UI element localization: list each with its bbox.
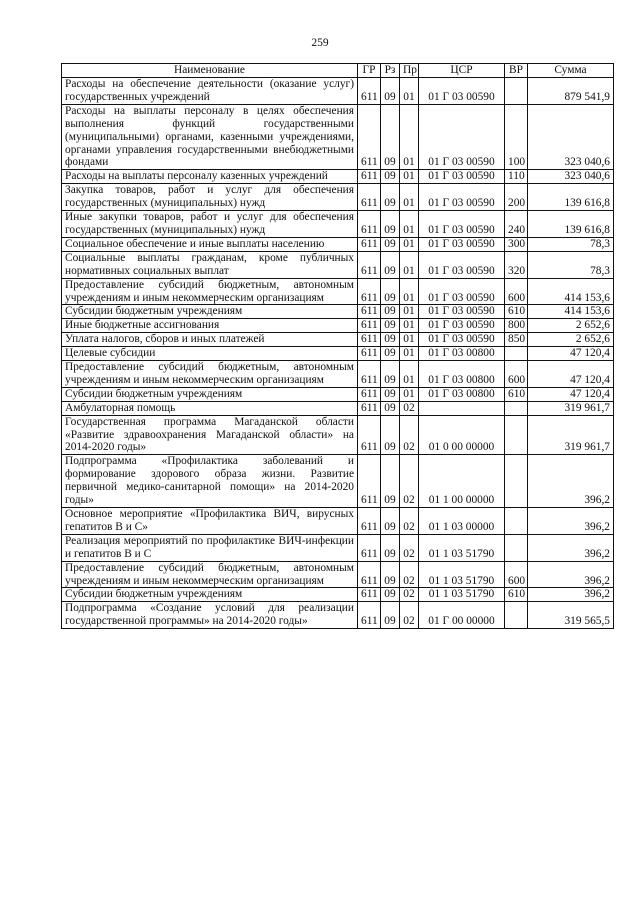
cell-gr: 611 (358, 170, 381, 184)
cell-gr: 611 (358, 387, 381, 401)
cell-pr: 02 (400, 561, 419, 588)
table-header-row (62, 64, 614, 78)
cell-rz: 09 (381, 361, 400, 388)
cell-gr: 611 (358, 278, 381, 305)
cell-rz: 09 (381, 211, 400, 238)
cell-vr: 610 (505, 588, 528, 602)
table-row (62, 237, 614, 251)
cell-rz: 09 (381, 251, 400, 278)
cell-vr: 850 (505, 333, 528, 347)
cell-gr: 611 (358, 78, 381, 105)
cell-pr: 01 (400, 333, 419, 347)
table-row (62, 361, 614, 388)
cell-vr: 300 (505, 237, 528, 251)
cell-gr: 611 (358, 237, 381, 251)
cell-gr: 611 (358, 305, 381, 319)
cell-pr: 02 (400, 588, 419, 602)
cell-sum: 414 153,6 (528, 305, 614, 319)
cell-vr: 200 (505, 184, 528, 211)
cell-gr: 611 (358, 184, 381, 211)
cell-pr: 01 (400, 104, 419, 170)
table-body (62, 78, 614, 629)
cell-sum: 2 652,6 (528, 319, 614, 333)
cell-pr: 01 (400, 251, 419, 278)
cell-gr: 611 (358, 211, 381, 238)
table-row (62, 278, 614, 305)
cell-gr: 611 (358, 333, 381, 347)
cell-pr: 01 (400, 305, 419, 319)
table-row (62, 78, 614, 105)
cell-name: Уплата налогов, сборов и иных платежей (62, 333, 358, 347)
cell-csr: 01 1 03 51790 (419, 588, 505, 602)
header-pr: Пр (400, 64, 419, 78)
cell-csr: 01 Г 03 00590 (419, 184, 505, 211)
cell-name: Предоставление субсидий бюджетным, автономным учреждениям и иным некоммерческим организациям (62, 561, 358, 588)
cell-name: Социальное обеспечение и иные выплаты населению (62, 237, 358, 251)
cell-sum: 319 961,7 (528, 415, 614, 455)
cell-gr: 611 (358, 104, 381, 170)
cell-vr: 240 (505, 211, 528, 238)
cell-csr: 01 Г 03 00800 (419, 361, 505, 388)
cell-sum: 78,3 (528, 251, 614, 278)
cell-rz: 09 (381, 534, 400, 561)
cell-gr: 611 (358, 561, 381, 588)
cell-name: Субсидии бюджетным учреждениям (62, 387, 358, 401)
cell-sum: 396,2 (528, 588, 614, 602)
cell-vr (505, 415, 528, 455)
cell-name: Реализация мероприятий по профилактике ВИЧ-инфекции и гепатитов В и С (62, 534, 358, 561)
cell-csr: 01 Г 03 00590 (419, 211, 505, 238)
table-row (62, 561, 614, 588)
cell-name: Подпрограмма «Профилактика заболеваний и формирование здорового образа жизни. Развитие первичной медико-санитарной помощи» на 2014-2020 годы» (62, 455, 358, 508)
cell-rz: 09 (381, 387, 400, 401)
cell-gr: 611 (358, 347, 381, 361)
cell-sum: 414 153,6 (528, 278, 614, 305)
cell-sum: 2 652,6 (528, 333, 614, 347)
cell-csr: 01 1 03 51790 (419, 561, 505, 588)
table-row (62, 387, 614, 401)
cell-name: Расходы на обеспечение деятельности (оказание услуг) государственных учреждений (62, 78, 358, 105)
cell-pr: 02 (400, 508, 419, 535)
cell-pr: 02 (400, 455, 419, 508)
budget-table (61, 63, 614, 629)
header-gr: ГР (358, 64, 381, 78)
table-row (62, 184, 614, 211)
cell-vr: 610 (505, 387, 528, 401)
cell-csr: 01 Г 03 00590 (419, 78, 505, 105)
cell-sum: 47 120,4 (528, 361, 614, 388)
cell-csr: 01 Г 03 00590 (419, 170, 505, 184)
table-row (62, 588, 614, 602)
cell-pr: 01 (400, 78, 419, 105)
cell-sum: 879 541,9 (528, 78, 614, 105)
cell-name: Социальные выплаты гражданам, кроме публичных нормативных социальных выплат (62, 251, 358, 278)
cell-gr: 611 (358, 602, 381, 629)
cell-sum: 139 616,8 (528, 211, 614, 238)
header-rz: Рз (381, 64, 400, 78)
cell-gr: 611 (358, 401, 381, 415)
cell-pr: 01 (400, 361, 419, 388)
cell-csr: 01 Г 00 00000 (419, 602, 505, 629)
cell-name: Расходы на выплаты персоналу казенных учреждений (62, 170, 358, 184)
cell-rz: 09 (381, 455, 400, 508)
cell-sum: 323 040,6 (528, 104, 614, 170)
cell-rz: 09 (381, 333, 400, 347)
cell-pr: 01 (400, 387, 419, 401)
table-row (62, 455, 614, 508)
cell-rz: 09 (381, 602, 400, 629)
header-sum: Сумма (528, 64, 614, 78)
cell-csr (419, 401, 505, 415)
cell-name: Подпрограмма «Создание условий для реализации государственной программы» на 2014-2020 годы» (62, 602, 358, 629)
cell-csr: 01 Г 03 00800 (419, 347, 505, 361)
cell-csr: 01 Г 03 00590 (419, 319, 505, 333)
cell-vr (505, 602, 528, 629)
cell-gr: 611 (358, 588, 381, 602)
cell-gr: 611 (358, 319, 381, 333)
table-row (62, 319, 614, 333)
cell-csr: 01 Г 03 00590 (419, 237, 505, 251)
cell-sum: 47 120,4 (528, 387, 614, 401)
cell-pr: 01 (400, 211, 419, 238)
cell-rz: 09 (381, 508, 400, 535)
cell-csr: 01 1 03 00000 (419, 508, 505, 535)
cell-sum: 319 565,5 (528, 602, 614, 629)
cell-csr: 01 Г 03 00800 (419, 387, 505, 401)
cell-gr: 611 (358, 534, 381, 561)
cell-name: Субсидии бюджетным учреждениям (62, 588, 358, 602)
table-row (62, 534, 614, 561)
cell-csr: 01 Г 03 00590 (419, 251, 505, 278)
cell-rz: 09 (381, 561, 400, 588)
cell-name: Государственная программа Магаданской области «Развитие здравоохранения Магаданской области» на 2014-2020 годы» (62, 415, 358, 455)
cell-name: Предоставление субсидий бюджетным, автономным учреждениям и иным некоммерческим организациям (62, 361, 358, 388)
cell-vr (505, 534, 528, 561)
cell-name: Предоставление субсидий бюджетным, автономным учреждениям и иным некоммерческим организациям (62, 278, 358, 305)
cell-csr: 01 Г 03 00590 (419, 333, 505, 347)
table-row (62, 104, 614, 170)
cell-rz: 09 (381, 305, 400, 319)
cell-sum: 319 961,7 (528, 401, 614, 415)
cell-rz: 09 (381, 347, 400, 361)
table-row (62, 347, 614, 361)
page-number: 259 (311, 37, 329, 49)
header-csr: ЦСР (419, 64, 505, 78)
cell-pr: 02 (400, 602, 419, 629)
cell-sum: 323 040,6 (528, 170, 614, 184)
header-vr: ВР (505, 64, 528, 78)
cell-rz: 09 (381, 237, 400, 251)
cell-gr: 611 (358, 361, 381, 388)
cell-vr: 600 (505, 278, 528, 305)
cell-name: Амбулаторная помощь (62, 401, 358, 415)
cell-vr (505, 401, 528, 415)
table-row (62, 251, 614, 278)
table-row (62, 170, 614, 184)
cell-sum: 139 616,8 (528, 184, 614, 211)
cell-pr: 01 (400, 347, 419, 361)
table-row (62, 401, 614, 415)
cell-pr: 01 (400, 237, 419, 251)
cell-pr: 01 (400, 170, 419, 184)
table-row (62, 415, 614, 455)
cell-rz: 09 (381, 319, 400, 333)
cell-name: Расходы на выплаты персоналу в целях обеспечения выполнения функций государственными (муниципальными) органами, казенными учреждениями, органами управления государственными внебюджетными фондами (62, 104, 358, 170)
cell-vr (505, 455, 528, 508)
cell-rz: 09 (381, 588, 400, 602)
cell-sum: 78,3 (528, 237, 614, 251)
cell-vr: 600 (505, 361, 528, 388)
cell-vr: 100 (505, 104, 528, 170)
cell-rz: 09 (381, 78, 400, 105)
cell-pr: 01 (400, 319, 419, 333)
table-row (62, 333, 614, 347)
cell-rz: 09 (381, 104, 400, 170)
table-row (62, 211, 614, 238)
cell-vr: 320 (505, 251, 528, 278)
cell-name: Иные бюджетные ассигнования (62, 319, 358, 333)
cell-sum: 47 120,4 (528, 347, 614, 361)
cell-gr: 611 (358, 508, 381, 535)
cell-gr: 611 (358, 455, 381, 508)
cell-name: Целевые субсидии (62, 347, 358, 361)
table-row (62, 602, 614, 629)
cell-name: Иные закупки товаров, работ и услуг для обеспечения государственных (муниципальных) нужд (62, 211, 358, 238)
cell-vr (505, 508, 528, 535)
cell-pr: 02 (400, 415, 419, 455)
cell-csr: 01 Г 03 00590 (419, 278, 505, 305)
cell-sum: 396,2 (528, 455, 614, 508)
cell-gr: 611 (358, 251, 381, 278)
cell-vr: 600 (505, 561, 528, 588)
cell-sum: 396,2 (528, 508, 614, 535)
table-row (62, 508, 614, 535)
cell-gr: 611 (358, 415, 381, 455)
cell-name: Субсидии бюджетным учреждениям (62, 305, 358, 319)
cell-sum: 396,2 (528, 534, 614, 561)
cell-rz: 09 (381, 415, 400, 455)
header-name: Наименование (62, 64, 358, 78)
cell-pr: 01 (400, 278, 419, 305)
cell-rz: 09 (381, 170, 400, 184)
cell-vr (505, 78, 528, 105)
table-row (62, 305, 614, 319)
cell-rz: 09 (381, 278, 400, 305)
cell-vr: 110 (505, 170, 528, 184)
cell-csr: 01 1 00 00000 (419, 455, 505, 508)
cell-csr: 01 0 00 00000 (419, 415, 505, 455)
cell-rz: 09 (381, 184, 400, 211)
cell-vr (505, 347, 528, 361)
cell-csr: 01 1 03 51790 (419, 534, 505, 561)
cell-sum: 396,2 (528, 561, 614, 588)
cell-vr: 610 (505, 305, 528, 319)
cell-vr: 800 (505, 319, 528, 333)
cell-pr: 02 (400, 401, 419, 415)
cell-csr: 01 Г 03 00590 (419, 104, 505, 170)
cell-csr: 01 Г 03 00590 (419, 305, 505, 319)
cell-name: Основное мероприятие «Профилактика ВИЧ, вирусных гепатитов В и С» (62, 508, 358, 535)
cell-name: Закупка товаров, работ и услуг для обеспечения государственных (муниципальных) нужд (62, 184, 358, 211)
cell-pr: 02 (400, 534, 419, 561)
cell-rz: 09 (381, 401, 400, 415)
cell-pr: 01 (400, 184, 419, 211)
